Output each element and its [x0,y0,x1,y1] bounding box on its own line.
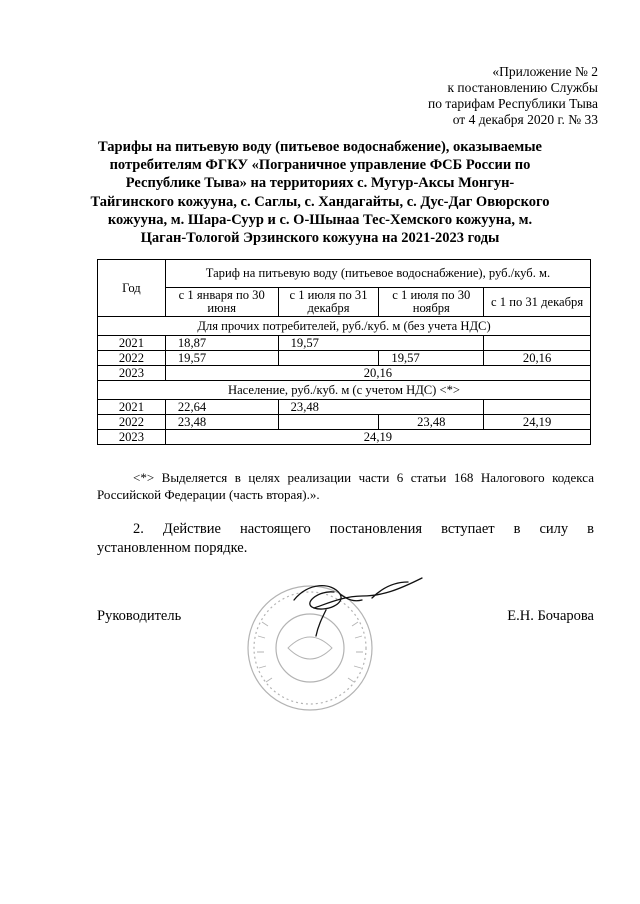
section-title-other-consumers: Для прочих потребителей, руб./куб. м (без учета НДС) [98,317,591,336]
clause-line: установленном порядке. [97,540,248,556]
clause-line: 2. Действие настоящего постановления вступает в силу в [133,521,594,537]
period-header: с 1 июля по 31 декабря [278,288,379,317]
year-cell: 2022 [98,351,166,366]
year-column-header: Год [98,260,166,317]
year-cell: 2023 [98,430,166,445]
footnote-line: <*> Выделяется в целях реализации части 6 статьи 168 Налогового кодекса [133,470,594,485]
table-row [98,415,591,430]
footnote [97,469,594,503]
handwritten-signature [294,578,422,636]
table-row [98,366,591,381]
appendix-reference [428,64,598,128]
appendix-line: «Приложение № 2 [492,64,598,79]
signer-name: Е.Н. Бочарова [507,608,594,624]
period-header: с 1 июля по 30 ноября [379,288,484,317]
tariff-cell: 24,19 [484,415,591,430]
tariff-cell: 19,57 [278,336,484,351]
tariff-cell: 20,16 [484,351,591,366]
period-header: с 1 января по 30 июня [165,288,278,317]
appendix-line: к постановлению Службы [447,80,598,95]
signer-title: Руководитель [97,608,182,624]
tariff-cell: 24,19 [165,430,590,445]
stamp-and-signature [222,552,432,712]
period-header: с 1 по 31 декабря [484,288,591,317]
tariff-cell [484,336,591,351]
table-row [98,336,591,351]
tariff-cell: 19,57 [165,351,278,366]
year-cell: 2023 [98,366,166,381]
document-title: Тарифы на питьевую воду (питьевое водоснабжение), оказываемые потребителям ФГКУ «Пограничное управление ФСБ России по Республике Тыва» на территориях с. Мугур-Аксы Монгун-Тайгинского кожууна, с. Саглы, с. Хандагайты, с. Дус-Даг Овюрского кожууна, м. Шара-Суур и с. О-Шынаа Тес-Хемского кожууна, м. Цаган-Тологой Эрзинского кожууна на 2021-2023 годы [90,139,550,247]
tariff-cell [278,351,379,366]
table-row [98,430,591,445]
tariff-cell [278,415,379,430]
tariff-cell: 19,57 [379,351,484,366]
table-row [98,400,591,415]
tariff-cell: 23,48 [165,415,278,430]
appendix-line: по тарифам Республики Тыва [428,96,598,111]
tariff-cell: 18,87 [165,336,278,351]
tariff-cell: 23,48 [278,400,484,415]
footnote-line: Российской Федерации (часть вторая).». [97,487,320,502]
tariff-column-header: Тариф на питьевую воду (питьевое водоснабжение), руб./куб. м. [165,260,590,288]
table-row [98,351,591,366]
section-title-population: Население, руб./куб. м (с учетом НДС) <*> [98,381,591,400]
tariff-cell [484,400,591,415]
appendix-line: от 4 декабря 2020 г. № 33 [452,112,598,127]
tariff-cell: 23,48 [379,415,484,430]
tariff-cell: 22,64 [165,400,278,415]
year-cell: 2021 [98,336,166,351]
year-cell: 2021 [98,400,166,415]
tariff-cell: 20,16 [165,366,590,381]
tariff-table [97,259,591,445]
year-cell: 2022 [98,415,166,430]
